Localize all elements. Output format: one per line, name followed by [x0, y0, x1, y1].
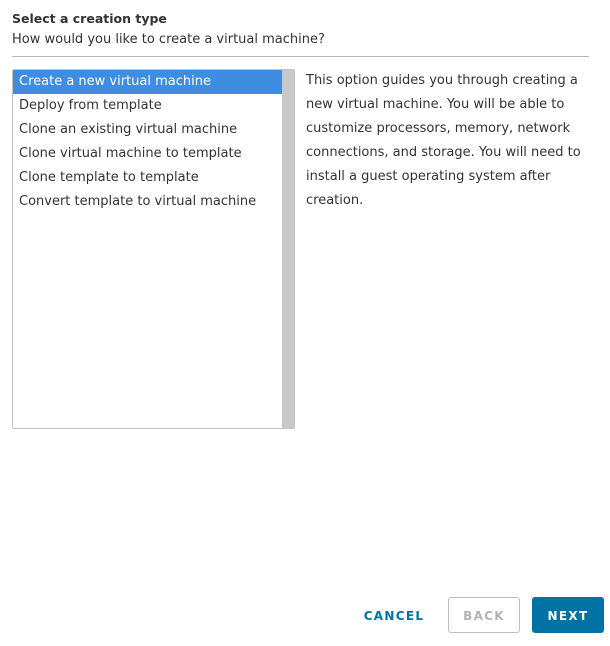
list-item-convert-template-to-vm[interactable]: Convert template to virtual machine [19, 194, 257, 209]
page-subtitle: How would you like to create a virtual machine? [12, 32, 325, 47]
creation-type-items [13, 70, 283, 428]
creation-type-list[interactable] [12, 69, 295, 429]
next-button[interactable]: NEXT [532, 597, 604, 633]
list-item-clone-template-to-template[interactable]: Clone template to template [19, 170, 199, 185]
creation-type-description: This option guides you through creating a new virtual machine. You will be able to customize processors, memory, network connections, and storage. You will need to install a guest operating system after creation. [306, 73, 581, 208]
list-item-clone-vm-to-template[interactable]: Clone virtual machine to template [19, 146, 242, 161]
list-item-create-new-vm[interactable]: Create a new virtual machine [13, 70, 283, 94]
header-divider [12, 56, 589, 57]
cancel-button[interactable]: CANCEL [356, 597, 432, 633]
page-title: Select a creation type [12, 11, 167, 26]
list-item-deploy-from-template[interactable]: Deploy from template [19, 98, 162, 113]
list-item-clone-existing-vm[interactable]: Clone an existing virtual machine [19, 122, 238, 137]
back-button[interactable]: BACK [448, 597, 520, 633]
list-scrollbar[interactable] [282, 70, 294, 428]
